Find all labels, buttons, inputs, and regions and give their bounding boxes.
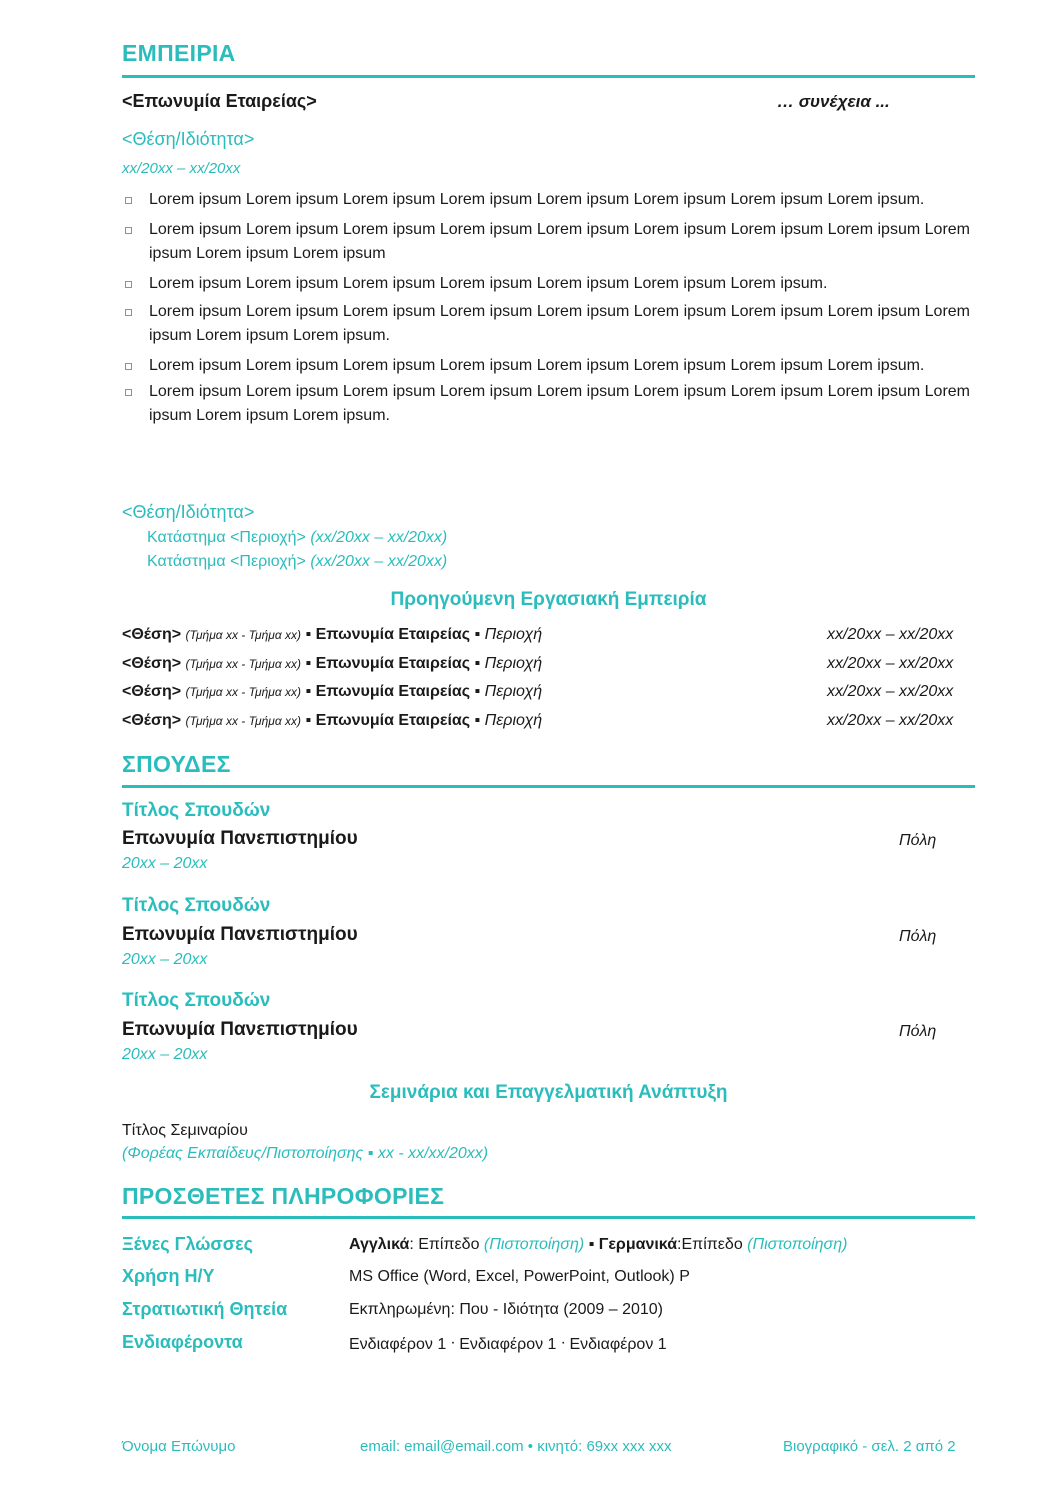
- company-name: <Επωνυμία Εταιρείας>: [122, 91, 317, 111]
- university-name: Επωνυμία Πανεπιστημίου: [122, 1019, 358, 1040]
- store-line: Κατάστημα <Περιοχή> (xx/20xx – xx/20xx): [147, 553, 448, 570]
- degree-title: Τίτλος Σπουδών: [122, 800, 271, 821]
- additional-info-divider: [122, 1216, 975, 1219]
- seminar-title: Τίτλος Σεμιναρίου: [122, 1122, 248, 1139]
- military-service-label: Στρατιωτική Θητεία: [122, 1299, 288, 1319]
- square-bullet-icon: [125, 227, 132, 234]
- list-item: Lorem ipsum Lorem ipsum Lorem ipsum Lorem ipsum Lorem ipsum Lorem ipsum Lorem ipsum Lorem ipsum Lorem ipsum Lorem ipsum Lorem ipsum.: [122, 380, 970, 428]
- continued-label: … συνέχεια ...: [777, 92, 890, 111]
- list-item: Lorem ipsum Lorem ipsum Lorem ipsum Lorem ipsum Lorem ipsum Lorem ipsum Lorem ipsum Lorem ipsum Lorem ipsum Lorem ipsum Lorem ipsum.: [122, 300, 970, 348]
- experience-heading: ΕΜΠΕΙΡΙΑ: [122, 40, 236, 66]
- degree-title: Τίτλος Σπουδών: [122, 895, 271, 916]
- list-item: Lorem ipsum Lorem ipsum Lorem ipsum Lorem ipsum Lorem ipsum Lorem ipsum Lorem ipsum Lorem ipsum.: [122, 188, 970, 212]
- table-row: <Θέση> (Τμήμα xx - Τμήμα xx) ▪ Επωνυμία Εταιρείας ▪ Περιοχή: [122, 626, 543, 643]
- row-dates: xx/20xx – xx/20xx: [827, 712, 954, 729]
- table-row: <Θέση> (Τμήμα xx - Τμήμα xx) ▪ Επωνυμία Εταιρείας ▪ Περιοχή: [122, 683, 543, 700]
- role-title: <Θέση/Ιδιότητα>: [122, 502, 255, 522]
- previous-experience-heading: Προηγούμενη Εργασιακή Εμπειρία: [390, 589, 707, 610]
- list-item: Lorem ipsum Lorem ipsum Lorem ipsum Lorem ipsum Lorem ipsum Lorem ipsum Lorem ipsum Lorem ipsum.: [122, 354, 970, 378]
- role-title: <Θέση/Ιδιότητα>: [122, 129, 255, 149]
- list-item: Lorem ipsum Lorem ipsum Lorem ipsum Lorem ipsum Lorem ipsum Lorem ipsum Lorem ipsum.: [122, 272, 970, 296]
- interests-label: Ενδιαφέροντα: [122, 1332, 243, 1352]
- interests-value: Ενδιαφέρον 1 ᐧ Ενδιαφέρον 1 ᐧ Ενδιαφέρον 1: [349, 1336, 667, 1353]
- degree-title: Τίτλος Σπουδών: [122, 990, 271, 1011]
- footer-name: Όνομα Επώνυμο: [122, 1438, 236, 1455]
- city: Πόλη: [899, 832, 937, 849]
- row-dates: xx/20xx – xx/20xx: [827, 626, 954, 643]
- languages-label: Ξένες Γλώσσες: [122, 1234, 253, 1254]
- footer-page-number: Βιογραφικό - σελ. 2 από 2: [783, 1438, 956, 1455]
- list-item: Lorem ipsum Lorem ipsum Lorem ipsum Lorem ipsum Lorem ipsum Lorem ipsum Lorem ipsum Lorem ipsum Lorem ipsum Lorem ipsum Lorem ipsum: [122, 218, 970, 266]
- role-dates: xx/20xx – xx/20xx: [122, 160, 241, 177]
- experience-divider: [122, 75, 975, 78]
- university-name: Επωνυμία Πανεπιστημίου: [122, 828, 358, 849]
- table-row: <Θέση> (Τμήμα xx - Τμήμα xx) ▪ Επωνυμία Εταιρείας ▪ Περιοχή: [122, 655, 543, 672]
- city: Πόλη: [899, 1023, 937, 1040]
- store-line: Κατάστημα <Περιοχή> (xx/20xx – xx/20xx): [147, 529, 448, 546]
- square-bullet-icon: [125, 309, 132, 316]
- row-dates: xx/20xx – xx/20xx: [827, 683, 954, 700]
- military-service-value: Εκπληρωμένη: Που - Ιδιότητα (2009 – 2010): [349, 1301, 663, 1318]
- square-bullet-icon: [125, 281, 132, 288]
- square-bullet-icon: [125, 389, 132, 396]
- languages-value: Αγγλικά: Επίπεδο (Πιστοποίηση) ▪ Γερμανικά:Επίπεδο (Πιστοποίηση): [349, 1236, 848, 1253]
- seminar-provider: (Φορέας Εκπαίδευς/Πιστοποίησης ▪ xx - xx/xx/20xx): [122, 1145, 489, 1162]
- university-name: Επωνυμία Πανεπιστημίου: [122, 924, 358, 945]
- study-years: 20xx – 20xx: [122, 1046, 208, 1063]
- table-row: <Θέση> (Τμήμα xx - Τμήμα xx) ▪ Επωνυμία Εταιρείας ▪ Περιοχή: [122, 712, 543, 729]
- footer-contact: email: email@email.com • κινητό: 69xx xxx xxx: [360, 1438, 672, 1455]
- study-years: 20xx – 20xx: [122, 855, 208, 872]
- education-heading: ΣΠΟΥΔΕΣ: [122, 751, 231, 777]
- square-bullet-icon: [125, 363, 132, 370]
- additional-info-heading: ΠΡΟΣΘΕΤΕΣ ΠΛΗΡΟΦΟΡΙΕΣ: [122, 1183, 445, 1209]
- duties-list: [122, 188, 970, 428]
- computer-skills-value: MS Office (Word, Excel, PowerPoint, Outlook) P: [349, 1268, 690, 1285]
- row-dates: xx/20xx – xx/20xx: [827, 655, 954, 672]
- study-years: 20xx – 20xx: [122, 951, 208, 968]
- education-divider: [122, 785, 975, 788]
- computer-skills-label: Χρήση Η/Υ: [122, 1266, 215, 1286]
- seminars-heading: Σεμινάρια και Επαγγελματική Ανάπτυξη: [369, 1082, 728, 1103]
- city: Πόλη: [899, 928, 937, 945]
- square-bullet-icon: [125, 197, 132, 204]
